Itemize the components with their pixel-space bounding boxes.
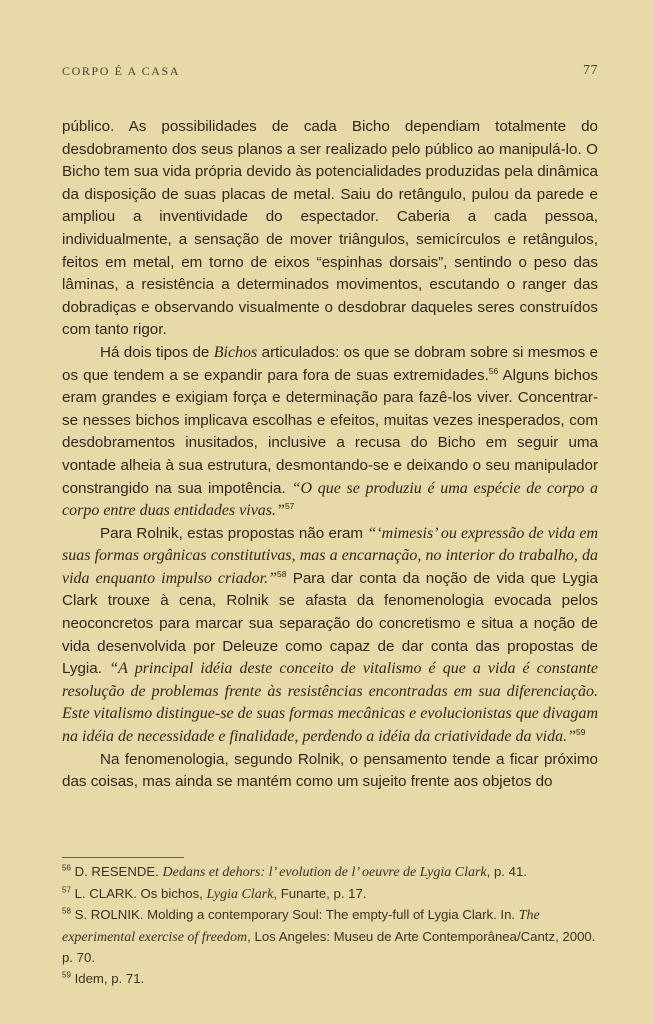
italic-title: Lygia Clark <box>206 886 274 902</box>
footnotes <box>62 862 598 991</box>
footnote-59 <box>62 969 598 991</box>
page-number: 77 <box>583 63 598 78</box>
text-run: D. RESENDE. <box>70 864 163 879</box>
text-run: L. CLARK. Os bichos, <box>70 885 207 901</box>
text-run: S. ROLNIK. Molding a contemporary Soul: The empty-full of Lygia Clark. In. <box>70 907 519 923</box>
text-run: Há dois tipos de <box>100 343 214 361</box>
text-run: , p. 41. <box>486 864 527 879</box>
footnote-57 <box>62 884 598 906</box>
paragraph-1: público. As possibilidades de cada Bicho dependiam totalmente do desdobramento dos seus planos a ser realizado pelo público ao manipulá-lo. O Bicho tem sua vida própria devido às potencialidades produzidas pela dinâmica da disposição de suas placas de metal. Saiu do retângulo, pulou da parede e ampliou a inventividade do espectador. Caberia a cada pessoa, individualmente, a sensação de mover triângulos, semicírculos e retângulos, feitos em metal, em torno de eixos “espinhas dorsais”, sentindo o peso das lâminas, a resistência a determinados movimentos, escutando o ranger das dobradiças e observando visualmente o desdobrar daqueles seres construídos com tanto rigor. <box>62 118 598 339</box>
paragraph-3 <box>62 523 598 749</box>
text-run: articulados: os que se dobram sobre si mesmos e os que tendem a se expandir para fora de suas extremidades. <box>62 343 598 384</box>
text-run: Idem, p. 71. <box>70 970 145 986</box>
text-run: , Funarte, p. 17. <box>273 885 367 901</box>
text-run: Para Rolnik, estas propostas não eram <box>100 524 368 542</box>
text-run: Alguns bichos eram grandes e exigiam força e determinação para fazê-los viver. Concentrar-se nesses bichos implicava escolhas e efeitos, muitas vezes inesperados, com desdobramentos inusitados, inclusive a recusa do Bicho em seguir uma vontade alheia à sua estrutura, desmontando-se e deixando o seu manipulador constrangido na sua impotência. <box>62 366 598 497</box>
main-text <box>62 116 598 794</box>
footnote-number: 59 <box>62 970 71 980</box>
footnote-ref[interactable]: 59 <box>575 726 586 737</box>
italic-quote: “‘mimesis’ ou expressão de vida em suas formas orgânicas constitutivas, mas a encarnação, no interior do trabalho, da vida enquanto impulso criador.” <box>62 524 598 587</box>
italic-term: Bichos <box>213 343 258 361</box>
footnote-number: 56 <box>62 863 71 873</box>
italic-quote: “O que se produziu é uma espécie de corpo a corpo entre duas entidades vivas.” <box>62 479 599 520</box>
text-run: , Los Angeles: Museu de Arte Contemporânea/Cantz, 2000. p. 70. <box>62 928 596 966</box>
footnote-divider <box>62 857 184 858</box>
footnote-56 <box>62 862 598 884</box>
italic-title: Dedans et dehors: l’ evolution de l’ oeuvre de Lygia Clark <box>162 865 487 880</box>
text-run: Para dar conta da noção de vida que Lygia Clark trouxe à cena, Rolnik se afasta da fenomenologia evocada pelos neoconcretos para marcar sua separação do concretismo e situa a noção de vida desenvolvida por Deleuze como capaz de dar conta das propostas de Lygia. <box>62 569 598 678</box>
italic-quote: “A principal idéia deste conceito de vitalismo é que a vida é constante resolução de problemas frente às resistências encontradas em sua diferenciação. Este vitalismo distingue-se de suas formas mecânicas e evolucionistas que divagam na idéia de necessidade e finalidade, perdendo a idéia da criatividade da vida.” <box>62 660 599 746</box>
paragraph-2 <box>62 342 598 523</box>
footnote-number: 58 <box>62 906 71 916</box>
italic-title: The experimental exercise of freedom <box>62 908 540 945</box>
footnote-number: 57 <box>62 885 71 895</box>
footnote-ref[interactable]: 57 <box>284 501 295 512</box>
running-title: CORPO É A CASA <box>62 64 181 78</box>
footnote-ref[interactable]: 56 <box>488 365 499 376</box>
paragraph-4: Na fenomenologia, segundo Rolnik, o pensamento tende a ficar próximo das coisas, mas ainda se mantém como um sujeito frente aos objetos do <box>62 750 598 791</box>
footnote-58 <box>62 905 598 969</box>
footnote-ref[interactable]: 58 <box>276 568 287 579</box>
